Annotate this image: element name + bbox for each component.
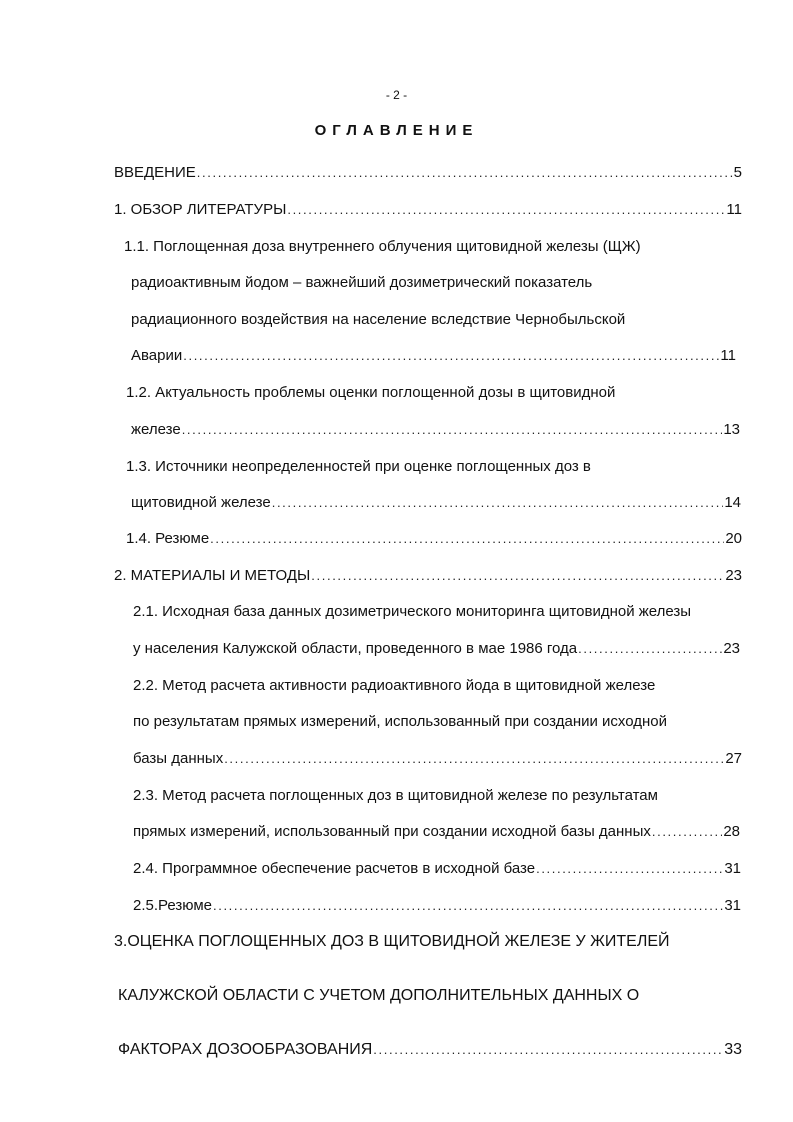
toc-entry-2-5[interactable] (133, 896, 741, 916)
toc-page-number: 27 (725, 750, 742, 767)
toc-entry-section-2[interactable] (114, 566, 742, 586)
toc-entry-1-3-line1[interactable]: 1.3. Источники неопределенностей при оценке поглощенных доз в (126, 458, 591, 475)
toc-page-number: 31 (724, 860, 741, 877)
toc-entry-1-1-line3: радиационного воздействия на население вследствие Чернобыльской (131, 311, 626, 328)
dot-leader (311, 566, 724, 586)
dot-leader (182, 420, 723, 440)
dot-leader (210, 529, 724, 549)
toc-entry-2-1[interactable] (133, 639, 740, 659)
toc-entry-label: базы данных (133, 750, 224, 767)
toc-entry-2-2-line1[interactable]: 2.2. Метод расчета активности радиоактивного йода в щитовидной железе (133, 677, 656, 694)
toc-entry-label: 2. МАТЕРИАЛЫ И МЕТОДЫ (114, 567, 311, 584)
toc-page-number: 11 (726, 201, 742, 218)
toc-page-number: 23 (725, 567, 742, 584)
toc-entry-1-2-line1[interactable]: 1.2. Актуальность проблемы оценки поглощенной дозы в щитовидной (126, 384, 616, 401)
dot-leader (373, 1040, 723, 1060)
toc-entry-1-2[interactable] (131, 420, 740, 440)
toc-entry-label: у населения Калужской области, проведенного в мае 1986 года (133, 640, 578, 657)
toc-entry-2-2-line2: по результатам прямых измерений, использованный при создании исходной (133, 713, 668, 730)
toc-page-number: 23 (723, 640, 740, 657)
toc-entry-label: прямых измерений, использованный при создании исходной базы данных (133, 823, 651, 840)
toc-entry-1-1[interactable] (131, 346, 736, 366)
dot-leader (652, 822, 722, 842)
toc-page-number: 28 (723, 823, 740, 840)
dot-leader (536, 859, 723, 879)
toc-entry-label: 2.4. Программное обеспечение расчетов в исходной базе (133, 860, 536, 877)
toc-entry-label: 2.5.Резюме (133, 897, 212, 914)
toc-entry-section-3-line2: КАЛУЖСКОЙ ОБЛАСТИ С УЧЕТОМ ДОПОЛНИТЕЛЬНЫХ ДАННЫХ О (118, 987, 640, 1004)
toc-entry-2-3[interactable] (133, 822, 740, 842)
toc-entry-label: железе (131, 421, 181, 438)
toc-entry-section-3[interactable] (118, 1040, 742, 1060)
toc-entry-2-3-line1[interactable]: 2.3. Метод расчета поглощенных доз в щитовидной железе по результатам (133, 787, 658, 804)
toc-page-number: 20 (725, 530, 742, 547)
toc-entry-intro[interactable] (114, 163, 742, 183)
toc-page-number: 31 (724, 897, 741, 914)
toc-entry-label: ВВЕДЕНИЕ (114, 164, 196, 181)
toc-entry-section-3-line1[interactable]: 3.ОЦЕНКА ПОГЛОЩЕННЫХ ДОЗ В ЩИТОВИДНОЙ ЖЕЛЕЗЕ У ЖИТЕЛЕЙ (114, 933, 670, 950)
dot-leader (183, 346, 719, 366)
toc-entry-1-3[interactable] (131, 493, 741, 513)
toc-entry-1-1-line2: радиоактивным йодом – важнейший дозиметрический показатель (131, 274, 593, 291)
toc-entry-1-1-line1[interactable]: 1.1. Поглощенная доза внутреннего облучения щитовидной железы (ЩЖ) (124, 238, 641, 255)
dot-leader (224, 749, 724, 769)
toc-entry-label: 1. ОБЗОР ЛИТЕРАТУРЫ (114, 201, 287, 218)
toc-page-number: 14 (724, 494, 741, 511)
toc-entry-label: 1.4. Резюме (126, 530, 210, 547)
toc-page-number: 5 (733, 164, 742, 181)
dot-leader (287, 200, 725, 220)
toc-entry-section-1[interactable] (114, 200, 742, 220)
toc-entry-1-4[interactable] (126, 529, 742, 549)
toc-entry-label: Аварии (131, 347, 183, 364)
page-number: - 2 - (385, 88, 408, 102)
page-title: ОГЛАВЛЕНИЕ (314, 122, 479, 139)
dot-leader (578, 639, 722, 659)
toc-entry-label: щитовидной железе (131, 494, 271, 511)
toc-page-number: 33 (724, 1041, 742, 1058)
dot-leader (197, 163, 733, 183)
toc-page-number: 11 (720, 347, 736, 364)
toc-entry-2-4[interactable] (133, 859, 741, 879)
toc-entry-2-2[interactable] (133, 749, 742, 769)
toc-page-number: 13 (723, 421, 740, 438)
dot-leader (272, 493, 724, 513)
dot-leader (213, 896, 723, 916)
toc-entry-2-1-line1[interactable]: 2.1. Исходная база данных дозиметрического мониторинга щитовидной железы (133, 603, 692, 620)
toc-entry-label: ФАКТОРАХ ДОЗООБРАЗОВАНИЯ (118, 1041, 373, 1058)
